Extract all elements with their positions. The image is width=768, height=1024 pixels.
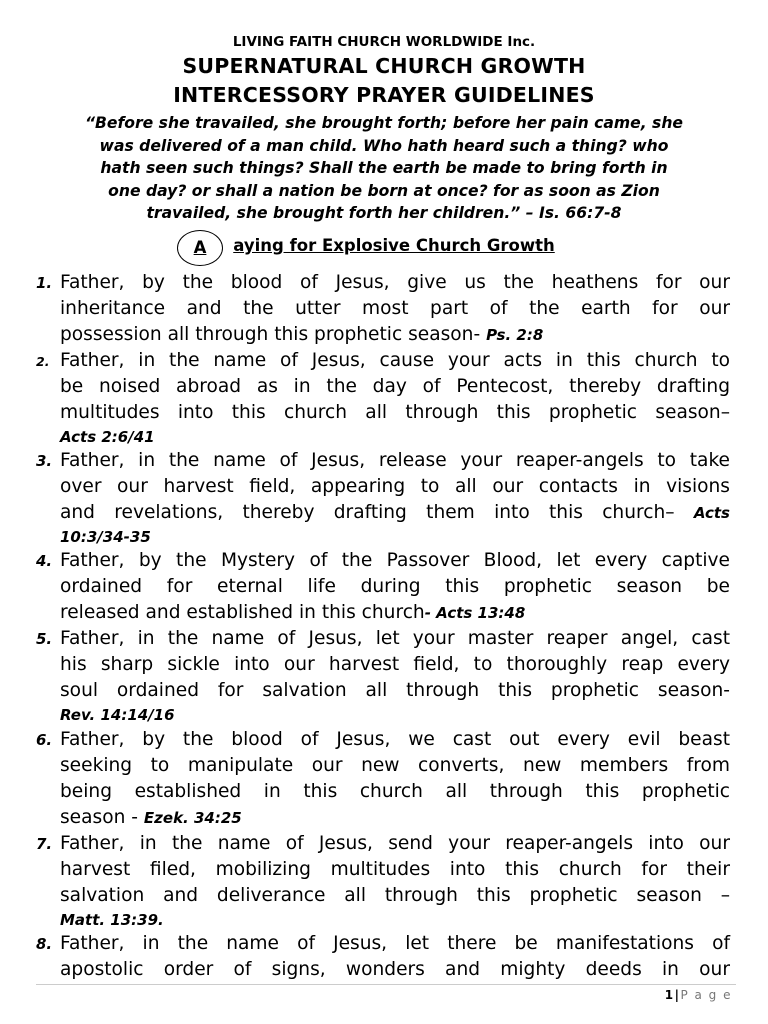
prayer-line: Father, in the name of Jesus, let there be manifestations of [60, 933, 730, 954]
scripture-reference: Acts 2:6/41 [60, 428, 155, 446]
prayer-line: Father, in the name of Jesus, send your reaper-angels into our [60, 833, 730, 854]
prayer-number: 7. [36, 835, 53, 853]
page-number: 1 [664, 988, 675, 1002]
prayer-line: harvest filed, mobilizing multitudes into this church for their [60, 859, 730, 880]
quote-line: one day? or shall a nation be born at once? for as soon as Zion [108, 181, 660, 200]
prayer-number: 2. [36, 354, 50, 369]
footer-divider [36, 984, 736, 985]
prayer-number: 8. [36, 935, 53, 953]
prayer-line: Father, by the blood of Jesus, give us the heathens for our [60, 272, 730, 293]
quote-line: “Before she travailed, she brought forth; before her pain came, she [84, 114, 684, 132]
prayer-number: 4. [36, 552, 53, 570]
scripture-reference: Rev. 14:14/16 [60, 706, 175, 724]
scripture-reference: Matt. 13:39. [60, 911, 164, 929]
page-title-line-2: INTERCESSORY PRAYER GUIDELINES [173, 83, 595, 107]
scripture-reference: 10:3/34-35 [60, 528, 151, 546]
prayer-line: Father, in the name of Jesus, release your reaper-angels to take [60, 450, 730, 471]
prayer-number: 1. [36, 274, 53, 292]
prayer-line: be noised abroad as in the day of Pentecost, thereby drafting [60, 376, 730, 397]
section-heading [0, 236, 768, 255]
page-label: P a g e [680, 988, 732, 1002]
prayer-line-with-reference: possession all through this prophetic season- Ps. 2:8 [60, 324, 544, 345]
prayer-line: his sharp sickle into our harvest field, to thoroughly reap every [60, 654, 730, 675]
quote-line: was delivered of a man child. Who hath heard such a thing? who [99, 136, 669, 155]
prayer-line-with-reference [60, 907, 730, 933]
section-letter: A [193, 238, 207, 257]
page-footer [665, 988, 732, 1002]
organization-name: LIVING FAITH CHURCH WORLDWIDE Inc. [232, 34, 536, 50]
prayer-line-with-reference: released and established in this church- Acts 13:48 [60, 602, 526, 623]
prayer-line: multitudes into this church all through this prophetic season– [60, 402, 730, 423]
prayer-line-with-reference: season - Ezek. 34:25 [60, 807, 242, 828]
prayer-line-with-reference: and revelations, thereby drafting them into this church– Acts [60, 502, 730, 523]
prayer-line: Father, in the name of Jesus, let your master reaper angel, cast [60, 628, 730, 649]
prayer-line: inheritance and the utter most part of the earth for our [60, 298, 730, 319]
quote-line: travailed, she brought forth her children.” – Is. 66:7-8 [146, 204, 622, 222]
prayer-number: 5. [36, 630, 53, 648]
scripture-reference: - Acts 13:48 [424, 604, 526, 622]
prayer-line-with-reference [60, 702, 730, 728]
prayer-line: Father, in the name of Jesus, cause your acts in this church to [60, 350, 730, 371]
scripture-reference: Ps. 2:8 [486, 326, 544, 344]
prayer-line: seeking to manipulate our new converts, new members from [60, 755, 730, 776]
prayer-line: salvation and deliverance all through this prophetic season – [60, 885, 730, 906]
prayer-line: over our harvest field, appearing to all our contacts in visions [60, 476, 730, 497]
prayer-line-with-reference [60, 424, 730, 450]
scripture-reference: Ezek. 34:25 [143, 809, 242, 827]
prayer-line: soul ordained for salvation all through this prophetic season- [60, 680, 730, 701]
quote-line: hath seen such things? Shall the earth be made to bring forth in [100, 159, 668, 177]
prayer-line: ordained for eternal life during this prophetic season be [60, 576, 730, 597]
prayer-line: apostolic order of signs, wonders and mighty deeds in our [60, 959, 730, 980]
prayer-number: 6. [36, 731, 53, 749]
footer-separator: | [674, 988, 681, 1002]
prayer-number: 3. [36, 452, 53, 470]
prayer-line: Father, by the Mystery of the Passover Blood, let every captive [60, 550, 730, 571]
prayer-line: being established in this church all through this prophetic [60, 781, 730, 802]
prayer-line: Father, by the blood of Jesus, we cast out every evil beast [60, 729, 730, 750]
page-title-line-1: SUPERNATURAL CHURCH GROWTH [182, 54, 586, 78]
scripture-reference: Acts [693, 504, 730, 522]
prayer-line-with-reference [60, 524, 730, 550]
section-heading-text: aying for Explosive Church Growth [233, 236, 555, 255]
scripture-quote [30, 112, 738, 225]
section-letter-circle [177, 230, 223, 266]
